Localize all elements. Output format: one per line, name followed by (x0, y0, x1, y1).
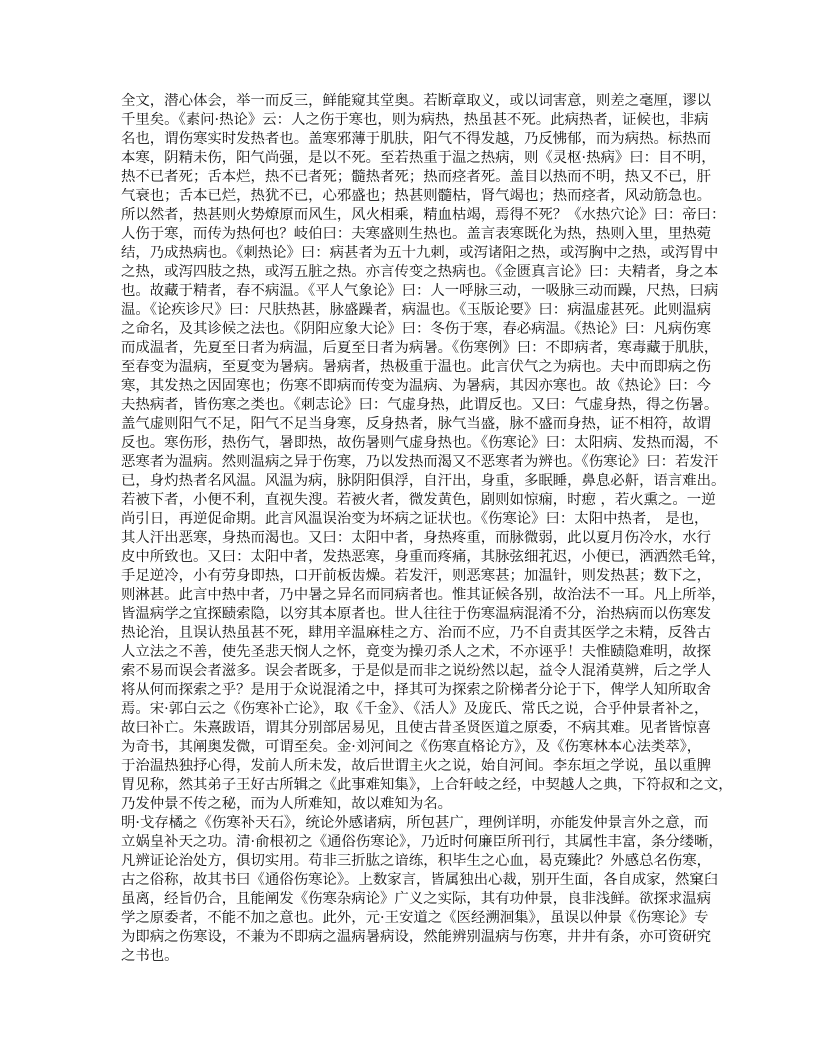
text-line: 本寒，阴精未伤，阳气尚强，是以不死。至若热重于温之热病，则《灵枢·热病》曰：目不明， (121, 150, 716, 166)
text-line: 人立法之不善，使先圣悲天悯人之怀，竟变为操刃杀人之术，不亦诬乎！夫惟赜隐难明，故探 (121, 644, 712, 660)
text-line: 焉。宋·郭白云之《伤寒补亡论》，取《千金》、《活人》及庞氏、常氏之说，合乎仲景者补之， (121, 701, 709, 717)
paragraph-2 (121, 814, 723, 966)
text-line: 热不已者死；舌本烂，热不已者死；髓热者死；热而痉者死。盖目以热而不明，热又不已，肝 (121, 169, 712, 185)
text-line: 也。故藏于精者，春不病温。《平人气象论》曰：人一呼脉三动，一吸脉三动而躁，尺热，曰病 (121, 283, 719, 299)
text-line: 已，身灼热者名风温。风温为病，脉阴阳俱浮，自汗出，身重，多眠睡，鼻息必鼾，语言难出。 (121, 473, 726, 489)
text-line: 寒，其发热之因固寒也；伤寒不即病而传变为温病、为暑病，其因亦寒也。故《热论》曰：今 (121, 378, 712, 394)
text-line: 恶寒者为温病。然则温病之异于伤寒，乃以发热而渴又不恶寒者为辨也。《伤寒论》曰：若发汗 (121, 454, 719, 470)
document-page (121, 92, 733, 966)
text-line: 皆温病学之宜探赜索隐，以穷其本原者也。世人往往于伤寒温病混淆不分，治热病而以伤寒发 (121, 606, 712, 622)
text-line: 热论治，且误认热虽甚不死，肆用辛温麻桂之方、治而不应，乃不自责其医学之未精，反咎古 (121, 625, 712, 641)
text-line: 虽离，经旨仍合，且能阐发《伤寒杂病论》广义之实际，其有功仲景，良非浅鲜。欲探求温病 (121, 891, 712, 907)
text-line: 凡辨证论治处方，俱切实用。苟非三折肱之谙练，积毕生之心血，曷克臻此？外感总名伤寒， (121, 853, 712, 869)
text-line: 于治温热独抒心得，发前人所未发，故后世谓主火之说，始自河间。李东垣之学说，虽以重脾 (121, 758, 712, 774)
text-line: 而成温者，先夏至日者为病温，后夏至日者为病暑。《伤寒例》曰：不即病者，寒毒藏于肌肤， (121, 340, 719, 356)
text-line: 全文，潜心体会，举一而反三，鲜能窥其堂奥。若断章取义，或以词害意，则差之毫厘，谬以 (121, 93, 712, 109)
text-line: 盖气虚则阳气不足，阳气不足当身寒，反身热者，脉气当盛，脉不盛而身热，证不相符，故谓 (121, 416, 712, 432)
text-line: 至春变为温病，至夏变为暑病。暑病者，热极重于温也。此言伏气之为病也。夫中而即病之伤 (121, 359, 712, 375)
text-line: 千里矣。《素问·热论》云：人之伤于寒也，则为病热，热虽甚不死。此病热者，证候也，非病 (121, 112, 709, 128)
text-line: 手足逆冷，小有劳身即热，口开前板齿燥。若发汗，则恶寒甚；加温针，则发热甚；数下之， (121, 568, 712, 584)
text-line: 人伤于寒，而传为热何也？岐伯曰：夫寒盛则生热也。盖言表寒既化为热，热则入里，里热菀 (121, 226, 712, 242)
text-line: 反也。寒伤形，热伤气，暑即热，故伤暑则气虚身热也。《伤寒论》曰：太阳病、发热而渴，不 (121, 435, 719, 451)
text-line: 结，乃成热病也。《刺热论》曰：病甚者为五十九刺，或泻诸阳之热，或泻胸中之热，或泻胃中 (121, 245, 719, 261)
text-line: 夫热病者，皆伤寒之类也。《刺志论》曰：气虚身热，此谓反也。又曰：气虚身热，得之伤暑。 (121, 397, 719, 413)
text-line: 气衰也；舌本已烂，热犹不已，心邪盛也；热甚则髓枯，肾气竭也；热而痉者，风动筋急也。 (121, 188, 712, 204)
text-line: 为奇书，其阐奥发微，可谓至矣。金·刘河间之《伤寒直格论方》，及《伤寒林本心法类萃》， (121, 739, 702, 755)
paragraph-1 (121, 92, 733, 814)
text-line: 为即病之伤寒设，不兼为不即病之温病暑病设，然能辨别温病与伤寒，井井有条，亦可资研究 (121, 929, 712, 945)
text-line: 之命名，及其诊候之法也。《阴阳应象大论》曰：冬伤于寒，春必病温。《热论》曰：凡病伤寒 (121, 321, 712, 337)
text-line: 将从何而探索之乎？是用于众说混淆之中，择其可为探索之阶梯者分论于下，俾学人知所取舍 (121, 682, 712, 698)
text-line: 胃见称，然其弟子王好古所辑之《此事难知集》，上合轩岐之经，中契越人之典，下符叔和之文， (121, 777, 733, 793)
text-line: 所以然者，热甚则火势燎原而风生，风火相乘，精血枯竭，焉得不死？《水热穴论》曰：帝曰： (121, 207, 726, 223)
text-line: 学之原委者，不能不加之意也。此外，元·王安道之《医经溯洄集》，虽误以仲景《伤寒论》专 (121, 910, 709, 926)
text-line: 之书也。 (121, 948, 179, 964)
text-line: 皮中所致也。又曰：太阳中者，发热恶寒，身重而疼痛，其脉弦细芤迟，小便已，洒洒然毛耸， (121, 549, 726, 565)
text-line: 温。《论疾诊尺》曰：尺肤热甚，脉盛躁者，病温也。《玉版论要》曰：病温虚甚死。此则温病 (121, 302, 712, 318)
text-line: 尚引日，再逆促命期。此言风温误治变为坏病之证状也。《伤寒论》曰：太阳中热者， 是也， (121, 511, 709, 527)
text-line: 若被下者，小便不利，直视失溲。若被火者，微发黄色，剧则如惊痫，时瘛 ，若火熏之。一逆 (121, 492, 716, 508)
text-line: 其人汗出恶寒，身热而渴也。又曰：太阳中者，身热疼重，而脉微弱，此以夏月伤冷水，水行 (121, 530, 712, 546)
text-line: 名也，谓伤寒实时发热者也。盖寒邪薄于肌肤，阳气不得发越，乃反怫郁，而为病热。标热而 (121, 131, 712, 147)
text-line: 立娲皇补天之功。清·俞根初之《通俗伤寒论》，乃近时何廉臣所刊行，其属性丰富，条分缕晰， (121, 834, 723, 850)
text-line: 故曰补亡。朱熹跋语，谓其分别部居易见，且使古昔圣贤医道之原委，不病其难。见者皆惊喜 (121, 720, 712, 736)
text-line: 乃发仲景不传之秘，而为人所难知，故以难知为名。 (121, 796, 452, 812)
text-line: 明·戈存橘之《伤寒补天石》，统论外感诸病，所包甚广，理例详明，亦能发仲景言外之意，而 (121, 815, 709, 831)
text-line: 索不易而误会者滋多。误会者既多，于是似是而非之说纷然以起，益令人混淆莫辨，后之学人 (121, 663, 712, 679)
text-line: 则淋甚。此言中热中者，乃中暑之异名而同病者也。惟其证候各别，故治法不一耳。凡上所举， (121, 587, 726, 603)
text-line: 古之俗称，故其书曰《通俗伤寒论》。上数家言，皆属独出心裁，别开生面，各自成家，然窠臼 (121, 872, 719, 888)
text-line: 之热，或泻四肢之热，或泻五脏之热。亦言传变之热病也。《金匮真言论》曰：夫精者，身之本 (121, 264, 719, 280)
